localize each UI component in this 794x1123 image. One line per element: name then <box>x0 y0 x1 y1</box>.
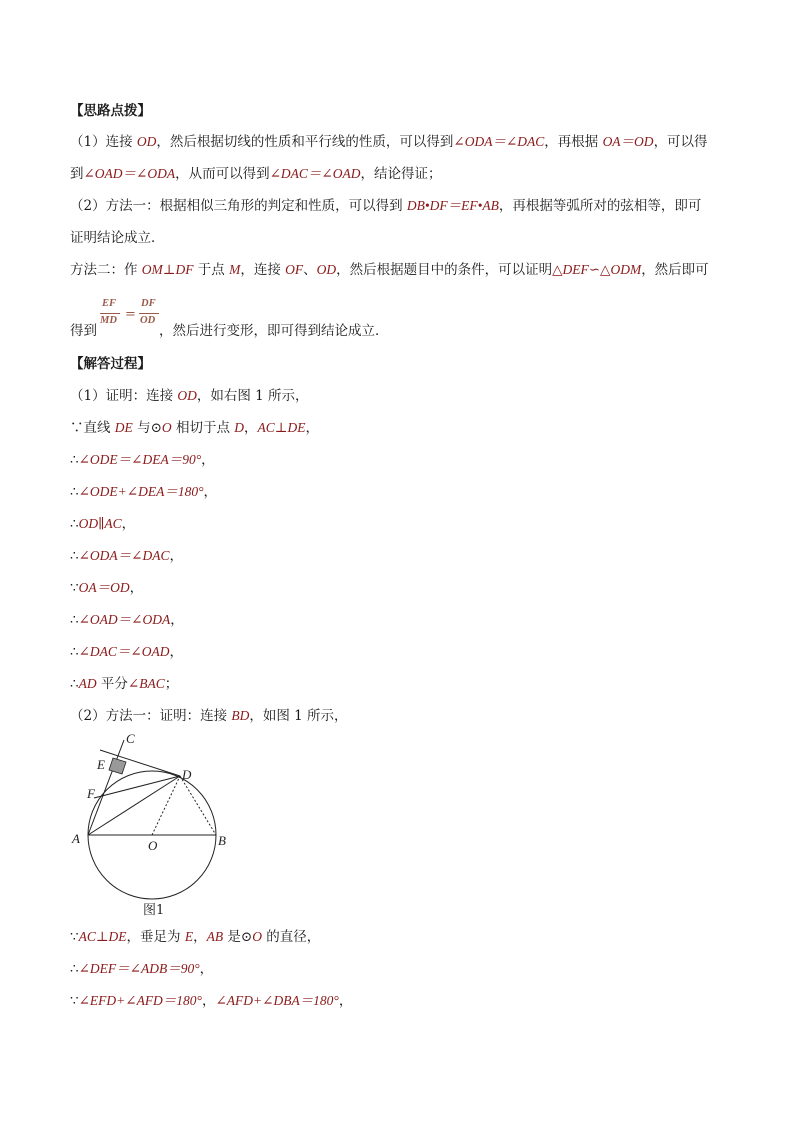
fraction1-bar <box>100 313 120 314</box>
label-d: D <box>182 767 192 782</box>
fraction2-denominator: OD <box>140 315 156 326</box>
geometry-figure <box>70 728 240 923</box>
analysis-p1-cont: 到∠OAD＝∠ODA，从而可以得到∠DAC＝∠OAD，结论得证； <box>70 166 442 182</box>
label-f: F <box>87 786 95 801</box>
fraction-equals: = <box>125 307 136 322</box>
label-a: A <box>72 831 80 846</box>
solution-line-9: ∴∠DAC＝∠OAD， <box>70 644 183 660</box>
segment-fd <box>94 776 180 798</box>
solution-line-3: ∴∠ODE＝∠DEA＝90°， <box>70 452 215 468</box>
segment-bd <box>180 776 216 835</box>
heading-analysis: 【思路点拨】 <box>70 103 151 119</box>
analysis-p2-cont: 证明结论成立． <box>70 230 165 246</box>
label-b: B <box>218 833 226 848</box>
analysis-p2: （2）方法一：根据相似三角形的判定和性质，可以得到 DB•DF＝EF•AB，再根据等弧所对的弦相等，即可 <box>70 198 702 214</box>
solution-line-4: ∴∠ODE+∠DEA＝180°， <box>70 484 217 500</box>
solution-line-1: （1）证明：连接 OD，如右图 1 所示， <box>70 388 309 404</box>
fraction2-numerator: DF <box>141 298 156 309</box>
analysis-p1: （1）连接 OD，然后根据切线的性质和平行线的性质，可以得到∠ODA＝∠DAC，再根据 OA＝OD，可以得 <box>70 134 708 150</box>
solution-line-7: ∵OA＝OD， <box>70 580 144 596</box>
label-c: C <box>126 731 135 746</box>
solution-line-8: ∴∠OAD＝∠ODA， <box>70 612 184 628</box>
label-o: O <box>148 838 158 853</box>
analysis-p3: 方法二：作 OM⊥DF 于点 M，连接 OF、OD，然后根据题目中的条件，可以证明△DEF∽△ODM，然后即可 <box>70 262 709 278</box>
figure-caption: 图1 <box>143 903 165 918</box>
label-e: E <box>97 757 105 772</box>
solution-line-2: ∵直线 DE 与⊙O 相切于点 D，AC⊥DE， <box>70 420 319 436</box>
solution-line-14: ∵∠EFD+∠AFD＝180°，∠AFD+∠DBA＝180°， <box>70 993 353 1009</box>
fraction1-denominator: MD <box>100 315 117 326</box>
solution-line-5: ∴OD∥AC， <box>70 516 136 532</box>
fraction2-bar <box>139 313 159 314</box>
solution-line-6: ∴∠ODA＝∠DAC， <box>70 548 183 564</box>
solution-line-13: ∴∠DEF＝∠ADB＝90°， <box>70 961 214 977</box>
heading-solution: 【解答过程】 <box>70 356 151 372</box>
solution-line-10: ∴AD 平分∠BAC； <box>70 676 179 692</box>
fraction1-numerator: EF <box>102 298 117 309</box>
solution-line-11: （2）方法一：证明：连接 BD，如图 1 所示， <box>70 708 348 724</box>
solution-line-12: ∵AC⊥DE，垂足为 E，AB 是⊙O 的直径， <box>70 929 321 945</box>
analysis-p3-cont: 得到 ，然后进行变形，即可得到结论成立． <box>70 323 389 339</box>
